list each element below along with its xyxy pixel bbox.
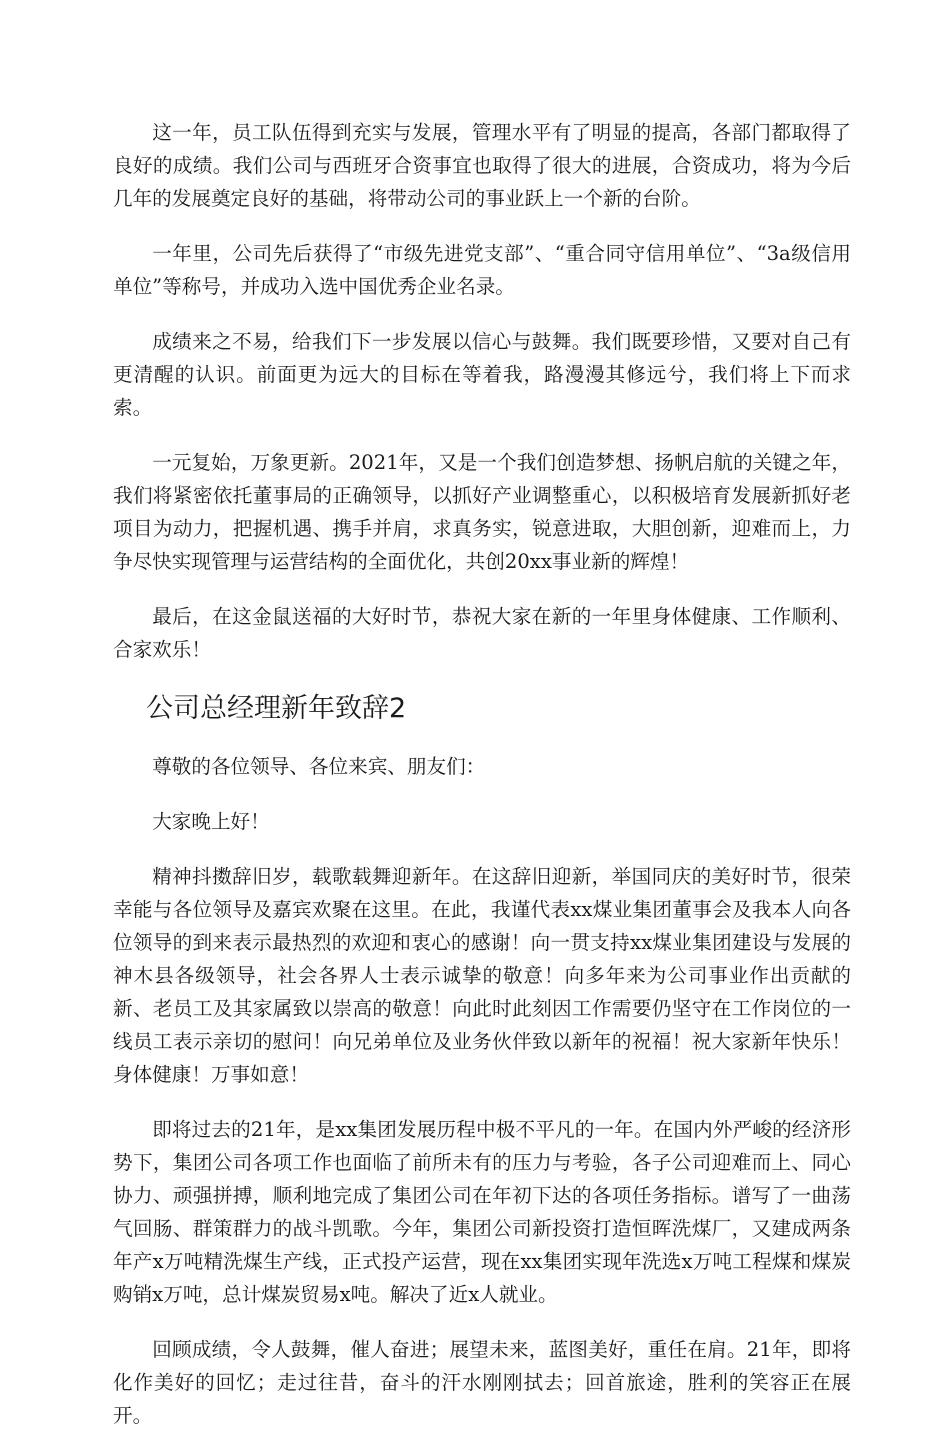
paragraph-honors: 一年里，公司先后获得了“市级先进党支部”、“重合同守信用单位”、“3a级信用单位”等称号，并成功入选中国优秀企业名录。	[113, 242, 851, 298]
paragraph-closing-wishes: 最后，在这金鼠送福的大好时节，恭祝大家在新的一年里身体健康、工作顺利、合家欢乐！	[113, 605, 851, 661]
paragraph-achievements: 这一年，员工队伍得到充实与发展，管理水平有了明显的提高，各部门都取得了良好的成绩。我们公司与西班牙合资事宜也取得了很大的进展，合资成功，将为今后几年的发展奠定良好的基础，将带动公司的事业跃上一个新的台阶。	[113, 121, 851, 210]
section-title: 公司总经理新年致辞2	[146, 693, 407, 724]
paragraph-confidence: 成绩来之不易，给我们下一步发展以信心与鼓舞。我们既要珍惜，又要对自己有更清醒的认识。前面更为远大的目标在等着我，路漫漫其修远兮，我们将上下而求索。	[113, 330, 851, 419]
paragraph-outlook: 回顾成绩，令人鼓舞，催人奋进；展望未来，蓝图美好，重任在肩。21年，即将化作美好的回忆；走过往昔，奋斗的汗水刚刚拭去；回首旅途，胜利的笑容正在展开。	[113, 1338, 851, 1427]
paragraph-new-year-plan: 一元复始，万象更新。2021年，又是一个我们创造梦想、扬帆启航的关键之年，我们将紧密依托董事局的正确领导，以抓好产业调整重心，以积极培育发展新抓好老项目为动力，把握机遇、携手并肩，求真务实，锐意进取，大胆创新，迎难而上，力争尽快实现管理与运营结构的全面优化，共创20xx事业新的辉煌！	[113, 451, 851, 573]
paragraph-salutation: 尊敬的各位领导、各位来宾、朋友们：	[152, 755, 486, 778]
paragraph-greeting: 大家晚上好！	[152, 810, 270, 833]
document-body	[113, 116, 851, 1454]
paragraph-welcome: 精神抖擞辞旧岁，载歌载舞迎新年。在这辞旧迎新，举国同庆的美好时节，很荣幸能与各位领导及嘉宾欢聚在这里。在此，我谨代表xx煤业集团董事会及我本人向各位领导的到来表示最热烈的欢迎和衷心的感谢！向一贯支持xx煤业集团建设与发展的神木县各级领导，社会各界人士表示诚挚的敬意！向多年来为公司事业作出贡献的新、老员工及其家属致以崇高的敬意！向此时此刻因工作需要仍坚守在工作岗位的一线员工表示亲切的慰问！向兄弟单位及业务伙伴致以新年的祝福！祝大家新年快乐！身体健康！万事如意！	[113, 865, 851, 1086]
paragraph-year-review: 即将过去的21年，是xx集团发展历程中极不平凡的一年。在国内外严峻的经济形势下，集团公司各项工作也面临了前所未有的压力与考验，各子公司迎难而上、同心协力、顽强拼搏，顺利地完成了集团公司在年初下达的各项任务指标。谱写了一曲荡气回肠、群策群力的战斗凯歌。今年，集团公司新投资打造恒晖洗煤厂，又建成两条年产x万吨精洗煤生产线，正式投产运营，现在xx集团实现年洗选x万吨工程煤和煤炭购销x万吨，总计煤炭贸易x吨。解决了近x人就业。	[113, 1118, 851, 1306]
